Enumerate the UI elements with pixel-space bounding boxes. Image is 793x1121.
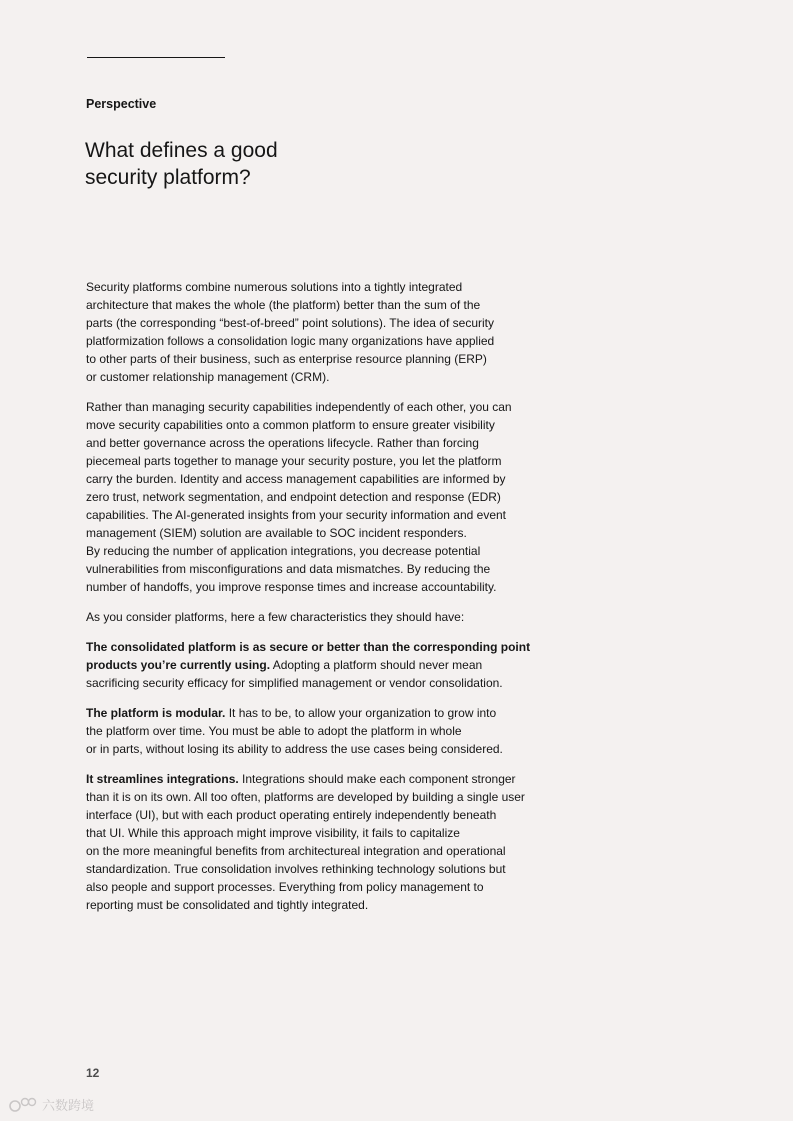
text-line: interface (UI), but with each product operating entirely independently beneath: [86, 808, 497, 822]
text-line: By reducing the number of application integrations, you decrease potential: [86, 544, 481, 558]
section-kicker: Perspective: [86, 97, 157, 111]
text-line: carry the burden. Identity and access management capabilities are informed by: [86, 472, 506, 486]
page-title-line-1: What defines a good: [85, 139, 278, 162]
text-line: reporting must be consolidated and tightly integrated.: [86, 898, 369, 912]
text-line: vulnerabilities from misconfigurations and data mismatches. By reducing the: [86, 562, 491, 576]
text-line: on the more meaningful benefits from architectureal integration and operational: [86, 844, 506, 858]
text-line: parts (the corresponding “best-of-breed” point solutions). The idea of security: [86, 316, 494, 330]
text-line: number of handoffs, you improve response times and increase accountability.: [86, 580, 497, 594]
text-line: Security platforms combine numerous solutions into a tightly integrated: [86, 280, 463, 294]
watermark-text: 六数跨境: [42, 1098, 95, 1113]
characteristic-heading: It streamlines integrations.: [86, 772, 239, 786]
text-line: platformization follows a consolidation logic many organizations have applied: [86, 334, 495, 348]
text-line: or customer relationship management (CRM).: [86, 370, 330, 384]
watermark: [8, 1095, 94, 1114]
page-title: [85, 137, 405, 191]
text-line: that UI. While this approach might improve visibility, it fails to capitalize: [86, 826, 460, 840]
text-line: sacrificing security efficacy for simplified management or vendor consolidation.: [86, 676, 503, 690]
text-line: Rather than managing security capabilities independently of each other, you can: [86, 400, 512, 414]
text-line: management (SIEM) solution are available to SOC incident responders.: [86, 526, 467, 540]
text-line: Adopting a platform should never mean: [270, 658, 483, 672]
text-line: move security capabilities onto a common platform to ensure greater visibility: [86, 418, 495, 432]
page-title-line-2: security platform?: [85, 166, 251, 189]
paragraph-intro: [86, 278, 556, 386]
text-line: the platform over time. You must be able to adopt the platform in whole: [86, 724, 462, 738]
characteristic-heading: products you’re currently using.: [86, 658, 271, 672]
article-body: [86, 278, 556, 926]
text-line: and better governance across the operations lifecycle. Rather than forcing: [86, 436, 479, 450]
text-line: than it is on its own. All too often, platforms are developed by building a single user: [86, 790, 525, 804]
paragraph-characteristics-intro: As you consider platforms, here a few characteristics they should have:: [86, 610, 465, 624]
top-rule: [87, 57, 225, 58]
text-line: Integrations should make each component stronger: [238, 772, 516, 786]
text-line: capabilities. The AI-generated insights from your security information and event: [86, 508, 506, 522]
text-line: piecemeal parts together to manage your security posture, you let the platform: [86, 454, 502, 468]
paragraph-benefits: [86, 398, 556, 596]
text-line: or in parts, without losing its ability to address the use cases being considered.: [86, 742, 503, 756]
watermark-logo-icon: [8, 1096, 38, 1114]
characteristic-secure: [86, 638, 556, 692]
characteristic-modular: [86, 704, 556, 758]
text-line: It has to be, to allow your organization to grow into: [225, 706, 497, 720]
text-line: standardization. True consolidation involves rethinking technology solutions but: [86, 862, 506, 876]
characteristic-heading: The platform is modular.: [86, 706, 226, 720]
text-line: zero trust, network segmentation, and endpoint detection and response (EDR): [86, 490, 501, 504]
page-number: 12: [86, 1066, 100, 1080]
characteristic-integrations: [86, 770, 556, 914]
text-line: also people and support processes. Everything from policy management to: [86, 880, 484, 894]
characteristic-heading: The consolidated platform is as secure or better than the corresponding point: [86, 640, 531, 654]
text-line: to other parts of their business, such as enterprise resource planning (ERP): [86, 352, 487, 366]
text-line: architecture that makes the whole (the platform) better than the sum of the: [86, 298, 481, 312]
